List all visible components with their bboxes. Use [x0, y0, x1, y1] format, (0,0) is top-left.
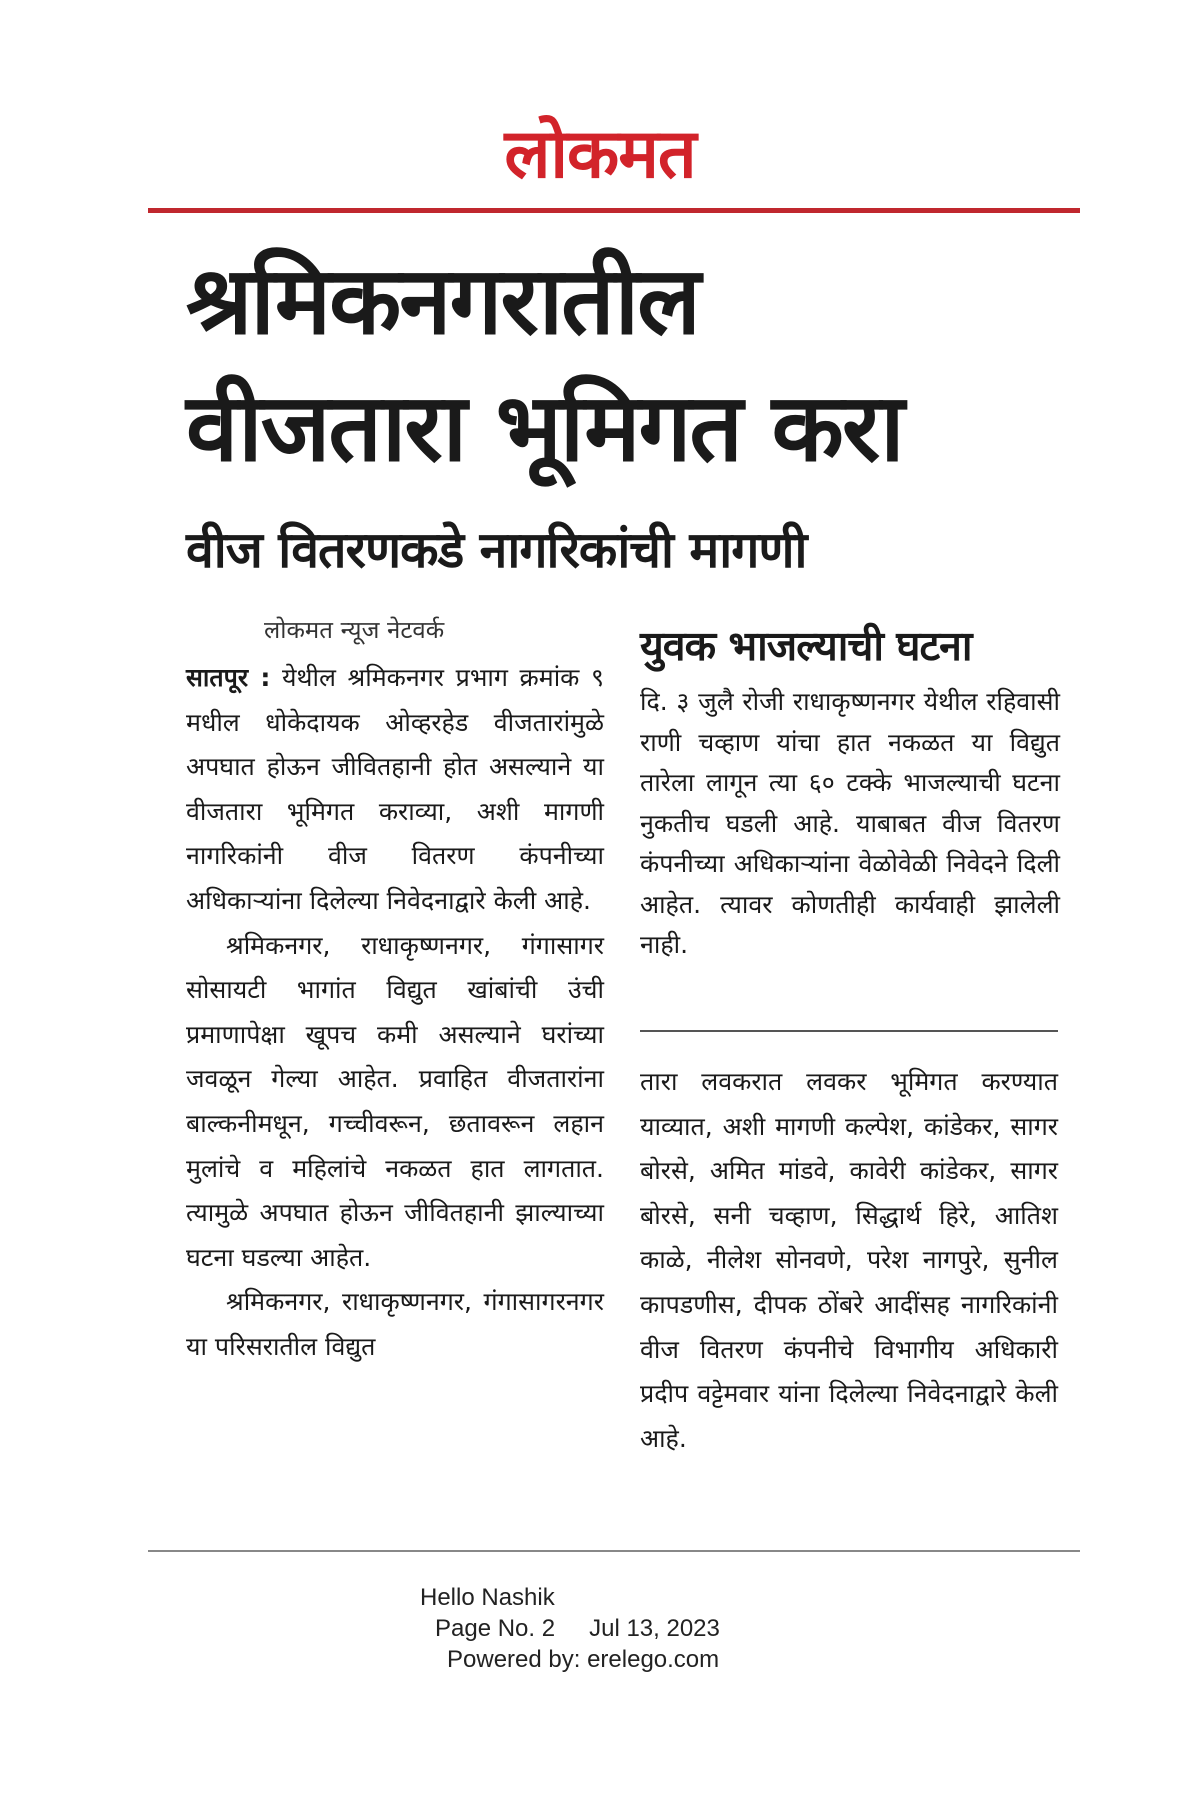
- article-column-left: [186, 656, 604, 1370]
- article-paragraph-3: श्रमिकनगर, राधाकृष्णनगर, गंगासागरनगर या परिसरातील विद्युत: [186, 1287, 604, 1361]
- footer-powered-by: Powered by: erelego.com: [447, 1646, 720, 1673]
- bottom-rule: [148, 1550, 1080, 1552]
- article-paragraph-4: तारा लवकरात लवकर भूमिगत करण्यात याव्यात, अशी मागणी कल्पेश, कांडेकर, सागर बोरसे, अमित मांडवे, कावेरी कांडेकर, सागर बोरसे, सनी चव्हाण, सिद्धार्थ हिरे, आतिश काळे, नीलेश सोनवणे, परेश नागपुरे, सुनील कापडणीस, दीपक ठोंबरे आदींसह नागरिकांनी वीज वितरण कंपनीचे विभागीय अधिकारी प्रदीप वट्टेमवार यांना दिलेल्या निवेदनाद्वारे केली आहे.: [640, 1067, 1058, 1453]
- headline-line-2: वीजतारा भूमिगत करा: [186, 374, 903, 483]
- headline-line-1: श्रमिकनगरातील: [186, 247, 699, 356]
- footer-page-number: Page No. 2: [435, 1615, 556, 1642]
- footer-page-line: [435, 1613, 720, 1644]
- article-paragraph-2: श्रमिकनगर, राधाकृष्णनगर, गंगासागर सोसायटी भागांत विद्युत खांबांची उंची प्रमाणापेक्षा खूपच कमी असल्याने घरांच्या जवळून गेल्या आहेत. प्रवाहित वीजतारांना बाल्कनीमधून, गच्चीवरून, छतावरून लहान मुलांचे व महिलांचे नकळत हात लागतात. त्यामुळे अपघात होऊन जीवितहानी झाल्याच्या घटना घडल्या आहेत.: [186, 930, 604, 1272]
- sidebox-title: युवक भाजल्याची घटना: [640, 622, 972, 670]
- footer-source: Hello Nashik: [420, 1584, 555, 1611]
- sidebox-rule: [640, 1030, 1058, 1032]
- byline: लोकमत न्यूज नेटवर्क: [264, 616, 445, 644]
- sidebox-body: [640, 682, 1060, 966]
- subheadline: वीज वितरणकडे नागरिकांची मागणी: [186, 521, 807, 579]
- article-column-right: [640, 1060, 1058, 1461]
- masthead-rule: [148, 208, 1080, 213]
- masthead-logo: लोकमत: [504, 114, 696, 194]
- dateline-place: सातपूर :: [186, 663, 271, 692]
- article-paragraph-1: [186, 656, 604, 924]
- footer-date: Jul 13, 2023: [589, 1615, 720, 1642]
- article-paragraph-1-text: येथील श्रमिकनगर प्रभाग क्रमांक ९ मधील धोकेदायक ओव्हरहेड वीजतारांमुळे अपघात होऊन जीवितहानी होत असल्याने या वीजतारा भूमिगत कराव्या, अशी मागणी नागरिकांनी वीज वितरण कंपनीच्या अधिकाऱ्यांना दिलेल्या निवेदनाद्वारे केली आहे.: [186, 663, 604, 915]
- sidebox-paragraph: दि. ३ जुलै रोजी राधाकृष्णनगर येथील रहिवासी राणी चव्हाण यांचा हात नकळत या विद्युत तारेला लागून त्या ६० टक्के भाजल्याची घटना नुकतीच घडली आहे. याबाबत वीज वितरण कंपनीच्या अधिकाऱ्यांना वेळोवेळी निवेदने दिली आहेत. त्यावर कोणतीही कार्यवाही झालेली नाही.: [640, 687, 1060, 959]
